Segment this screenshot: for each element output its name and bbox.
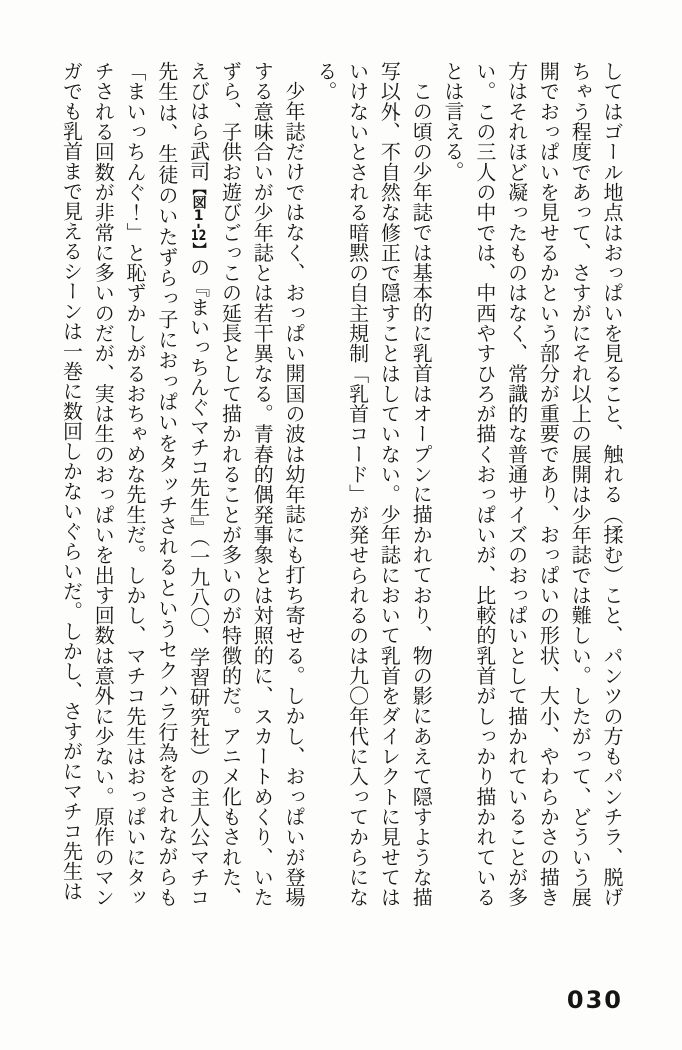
paragraph-3-text-after-figref: の『まいっちんぐマチコ先生』（一九八〇、学習研究社）の主人公マチコ先生は、生徒のいたずらっ子におっぱいをタッチされるというセクハラ行為をされながらも「まいっちんぐ！」と恥ずかしがるおちゃめな先生だ。しかし、マチコ先生はおっぱいにタッチされる回数が非常に多いのだが、実は生のおっぱいを出す回数は意外に少ない。原作のマンガでも乳首まで見えるシーンは一巻に数回しかないぐらいだ。しかし、さすがにマチコ先生は [59, 61, 211, 908]
figure-reference [191, 181, 207, 257]
paragraph-2: この頃の少年誌では基本的に乳首はオープンに描かれており、物の影にあえて隠すような描写以外、不自然な修正で隠すことはしていない。少年誌において乳首をダイレクトに見せてはいけないとされる暗黙の自主規制「乳首コード」が発せられるのは九〇年代に入ってからになる。 [313, 61, 434, 908]
paragraph-3 [55, 61, 309, 907]
figure-reference-number-1: 1 [193, 209, 204, 224]
paragraph-1: してはゴール地点はおっぱいを見ること、触れる（揉む）こと、パンツの方もパンチラ、脱げちゃう程度であって、さすがにそれ以上の展開は少年誌では難しい。したがって、どういう展開でおっぱいを見せるかという部分が重要であり、おっぱいの形状、大小、やわらかさの描き方はそれほど凝ったものはなく、常識的な普通サイズのおっぱいとして描かれていることが多い。この三人の中では、中西やすひろが描くおっぱいが、比較的乳首がしっかり描かれているとは言える。 [441, 61, 624, 908]
page-number: 030 [566, 986, 623, 1014]
figure-reference-close-bracket: 】 [190, 242, 207, 257]
body-text [53, 61, 627, 907]
figure-reference-number-12: 12 [190, 228, 207, 243]
paragraph-3-text-before-figref: 少年誌だけではなく、おっぱい開国の波は幼年誌にも打ち寄せる。しかし、おっぱいが登場する意味合いが少年誌とは若干異なる。青春的偶発事象とは対照的に、スカートめくり、いたずら、子供お遊びごっこの延長として描かれることが多いのが特徴的だ。アニメ化もされた、えびはら武司 [186, 61, 307, 907]
figure-reference-dash: - [190, 223, 207, 229]
figure-reference-open-bracket: 【図 [190, 181, 207, 210]
